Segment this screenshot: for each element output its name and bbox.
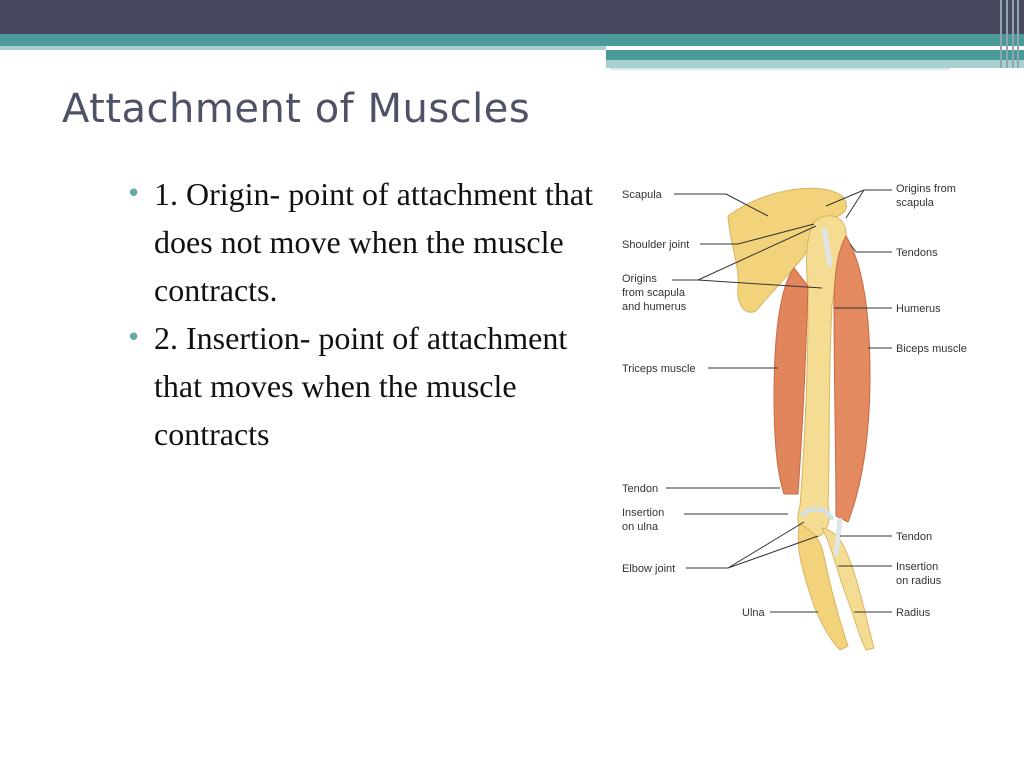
bullet-origin-text: 1. Origin- point of attachment that does not move when the muscle contracts. [154, 176, 593, 308]
label-insertion-ulna-line2: on ulna [622, 521, 659, 533]
arm-diagram-svg [618, 176, 980, 656]
top-dark-bar [0, 0, 1024, 34]
label-origins-line1: Origins [622, 273, 657, 285]
label-scapula: Scapula [622, 189, 662, 201]
highlight-line [610, 68, 950, 70]
label-elbow-joint: Elbow joint [622, 563, 676, 575]
bullet-list [126, 170, 596, 458]
bullet-insertion [126, 314, 596, 458]
right-stripes [994, 0, 1024, 68]
bullet-icon: • [126, 179, 142, 209]
label-origins-line2: from scapula [622, 287, 685, 299]
right-light-teal-bar [606, 60, 1024, 68]
top-light-teal-bar [0, 46, 606, 50]
label-origins-from-scapula-line2: scapula [896, 197, 934, 209]
label-origins-from-scapula-line1: Origins from [896, 183, 956, 195]
label-insertion-radius-line2: on radius [896, 575, 942, 587]
label-insertion-radius-line1: Insertion [896, 561, 939, 573]
label-tendon-left: Tendon [622, 483, 659, 495]
bullet-icon: • [126, 323, 142, 353]
label-humerus: Humerus [896, 303, 941, 315]
label-insertion-ulna-line1: Insertion [622, 507, 665, 519]
label-tendons: Tendons [896, 247, 938, 259]
label-triceps: Triceps muscle [622, 363, 696, 375]
right-teal-bar [606, 50, 1024, 60]
label-biceps: Biceps muscle [896, 343, 967, 355]
label-radius: Radius [896, 607, 931, 619]
biceps-muscle [834, 236, 870, 522]
label-ulna: Ulna [742, 607, 765, 619]
label-shoulder-joint: Shoulder joint [622, 239, 690, 251]
slide-title: Attachment of Muscles [62, 86, 531, 132]
bullet-insertion-text: 2. Insertion- point of attachment that moves when the muscle contracts [154, 320, 568, 452]
label-origins-line3: and humerus [622, 301, 687, 313]
top-teal-bar [0, 34, 1024, 46]
arm-muscle-diagram [618, 176, 980, 656]
bullet-origin [126, 170, 596, 314]
label-tendon-right: Tendon [896, 531, 933, 543]
